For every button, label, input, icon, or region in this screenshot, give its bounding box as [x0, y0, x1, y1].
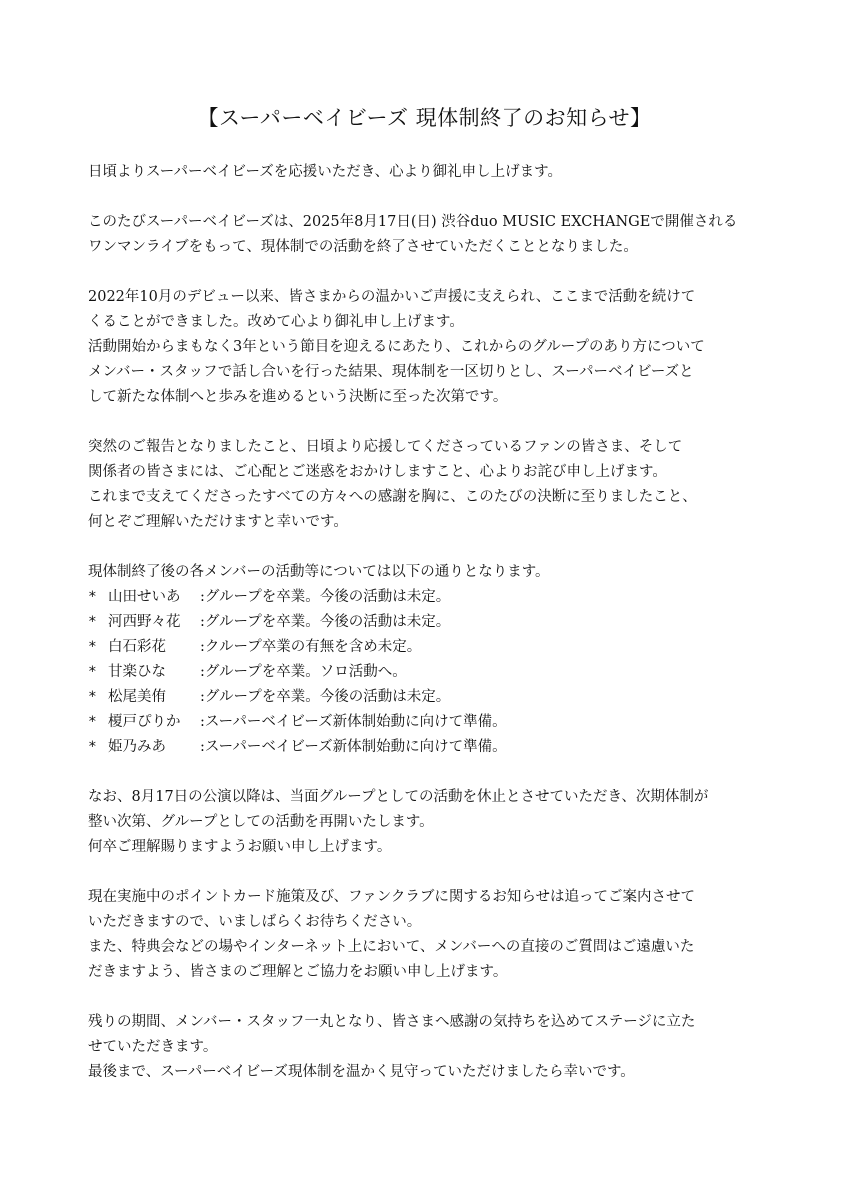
paragraph-announcement — [88, 210, 788, 260]
member-item — [88, 735, 788, 760]
member-name: 姫乃みあ — [108, 739, 166, 755]
text-line: 残りの期間、メンバー・スタッフ一丸となり、皆さまへ感謝の気持ちを込めてステージに立た — [88, 1014, 696, 1030]
paragraph-hiatus — [88, 785, 788, 860]
paragraph-greeting — [88, 160, 788, 185]
member-list — [88, 560, 788, 760]
text-line: 突然のご報告となりましたこと、日頃より応援してくださっているファンの皆さま、そして — [88, 439, 683, 455]
text-line: メンバー・スタッフで話し合いを行った結果、現体制を一区切りとし、スーパーベイビーズと — [88, 364, 694, 380]
member-item — [88, 585, 788, 610]
member-status: :スーパーベイビーズ新体制始動に向けて準備。 — [200, 739, 507, 755]
member-status: :グループを卒業。今後の活動は未定。 — [200, 589, 451, 605]
paragraph-apology — [88, 435, 788, 535]
text-line: 関係者の皆さまには、ご心配とご迷惑をおかけしますこと、心よりお詫び申し上げます。 — [88, 464, 667, 480]
text-line: 整い次第、グループとしての活動を再開いたします。 — [88, 814, 434, 830]
text-line: 日頃よりスーパーベイビーズを応援いただき、心より御礼申し上げます。 — [88, 164, 563, 180]
text-line: また、特典会などの場やインターネット上において、メンバーへの直接のご質問はご遠慮いた — [88, 939, 695, 955]
text-line: して新たな体制へと歩みを進めるという決断に至った次第です。 — [88, 389, 508, 405]
bullet: * — [88, 689, 97, 705]
member-item — [88, 685, 788, 710]
bullet: * — [88, 589, 97, 605]
member-item — [88, 710, 788, 735]
member-status: :グループを卒業。ソロ活動へ。 — [200, 664, 407, 680]
bullet: * — [88, 614, 97, 630]
document-title: 【スーパーベイビーズ 現体制終了のお知らせ】 — [197, 106, 652, 130]
paragraph-notices — [88, 885, 788, 985]
paragraph-closing — [88, 1010, 788, 1085]
text-line: 最後まで、スーパーベイビーズ現体制を温かく見守っていただけましたら幸いです。 — [88, 1064, 635, 1080]
text-line: 何卒ご理解賜りますようお願い申し上げます。 — [88, 839, 392, 855]
member-status: :スーパーベイビーズ新体制始動に向けて準備。 — [200, 714, 507, 730]
text-line: だきますよう、皆さまのご理解とご協力をお願い申し上げます。 — [88, 964, 508, 980]
document-body — [88, 160, 788, 1085]
member-name: 甘楽ひな — [108, 664, 166, 680]
member-status: :グループを卒業。今後の活動は未定。 — [200, 614, 451, 630]
text-line: このたびスーパーベイビーズは、2025年8月17日(日) 渋谷duo MUSIC EXCHANGEで開催される — [88, 214, 738, 230]
member-item — [88, 610, 788, 635]
bullet: * — [88, 714, 97, 730]
member-name: 白石彩花 — [108, 639, 166, 655]
text-line: 何とぞご理解いただけますと幸いです。 — [88, 514, 348, 530]
member-name: 河西野々花 — [108, 614, 181, 630]
text-line: くることができました。改めて心より御礼申し上げます。 — [88, 314, 464, 330]
member-item — [88, 635, 788, 660]
text-line: これまで支えてくださったすべての方々への感謝を胸に、このたびの決断に至りましたこと、 — [88, 489, 697, 505]
text-line: ワンマンライブをもって、現体制での活動を終了させていただくこととなりました。 — [88, 239, 638, 255]
text-line: 活動開始からまもなく3年という節目を迎えるにあたり、これからのグループのあり方について — [88, 339, 705, 355]
member-list-intro: 現体制終了後の各メンバーの活動等については以下の通りとなります。 — [88, 564, 550, 580]
text-line: なお、8月17日の公演以降は、当面グループとしての活動を休止とさせていただき、次期体制が — [88, 789, 709, 805]
member-name: 山田せいあ — [108, 589, 181, 605]
bullet: * — [88, 739, 97, 755]
member-status: :クループ卒業の有無を含め未定。 — [200, 639, 422, 655]
bullet: * — [88, 664, 97, 680]
text-line: せていただきます。 — [88, 1039, 218, 1055]
text-line: 2022年10月のデビュー以来、皆さまからの温かいご声援に支えられ、ここまで活動を続けて — [88, 289, 696, 305]
member-status: :グループを卒業。今後の活動は未定。 — [200, 689, 451, 705]
member-name: 榎戸ぴりか — [108, 714, 181, 730]
member-item — [88, 660, 788, 685]
text-line: いただきますので、いましばらくお待ちください。 — [88, 914, 422, 930]
paragraph-history — [88, 285, 788, 410]
bullet: * — [88, 639, 97, 655]
member-name: 松尾美侑 — [108, 689, 166, 705]
text-line: 現在実施中のポイントカード施策及び、ファンクラブに関するお知らせは追ってご案内させて — [88, 889, 695, 905]
